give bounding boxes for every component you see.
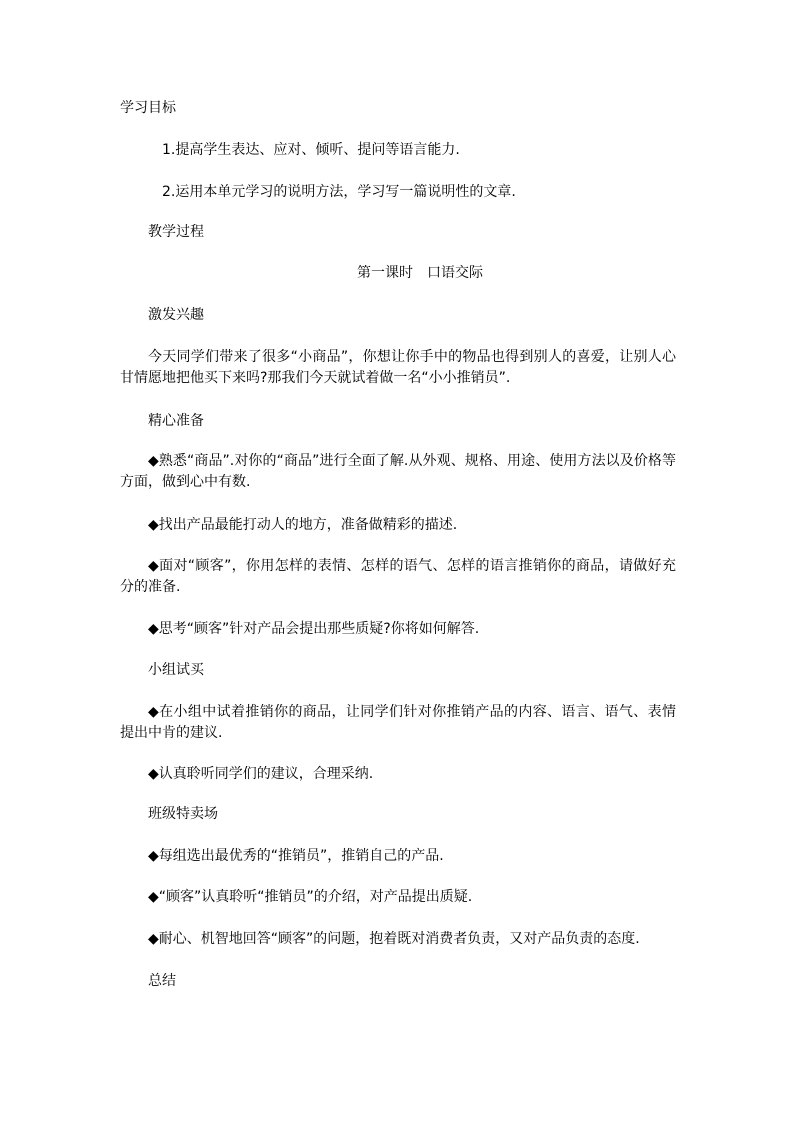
objective-item-2: 2.运用本单元学习的说明方法，学习写一篇说明性的文章.: [162, 184, 516, 200]
sale-item-3: ◆耐心、机智地回答“顾客”的问题，抱着既对消费者负责，又对产品负责的态度.: [148, 931, 640, 947]
section-heading-interest: 激发兴趣: [148, 307, 204, 323]
summary-heading: 总结: [148, 973, 176, 989]
group-item-1: ◆在小组中试着推销你的商品，让同学们针对你推销产品的内容、语言、语气、表情提出中肯的建议.: [120, 704, 676, 741]
objective-item-1: 1.提高学生表达、应对、倾听、提问等语言能力.: [162, 142, 460, 158]
section-heading-sale: 班级特卖场: [148, 806, 218, 822]
prepare-item-1: ◆熟悉“商品”.对你的“商品”进行全面了解.从外观、规格、用途、使用方法以及价格等方面，做到心中有数.: [120, 453, 676, 490]
section-heading-group: 小组试买: [148, 662, 204, 678]
sale-item-1: ◆每组选出最优秀的“推销员”，推销自己的产品.: [148, 848, 444, 864]
process-heading: 教学过程: [148, 224, 204, 240]
group-item-2: ◆认真聆听同学们的建议，合理采纳.: [148, 766, 374, 782]
lesson-title: 第一课时 口语交际: [357, 265, 483, 281]
prepare-item-4: ◆思考“顾客”针对产品会提出那些质疑?你将如何解答.: [148, 621, 480, 637]
prepare-item-2: ◆找出产品最能打动人的地方，准备做精彩的描述.: [148, 517, 458, 533]
prepare-item-3: ◆面对“顾客”，你用怎样的表情、怎样的语气、怎样的语言推销你的商品，请做好充分的准备.: [120, 558, 676, 595]
sale-item-2: ◆“顾客”认真聆听“推销员”的介绍，对产品提出质疑.: [148, 889, 473, 905]
objectives-heading: 学习目标: [120, 100, 176, 116]
intro-paragraph: 今天同学们带来了很多“小商品”，你想让你手中的物品也得到别人的喜爱，让别人心甘情愿地把他买下来吗?那我们今天就试着做一名“小小推销员”.: [120, 349, 676, 386]
section-heading-prepare: 精心准备: [148, 413, 204, 429]
